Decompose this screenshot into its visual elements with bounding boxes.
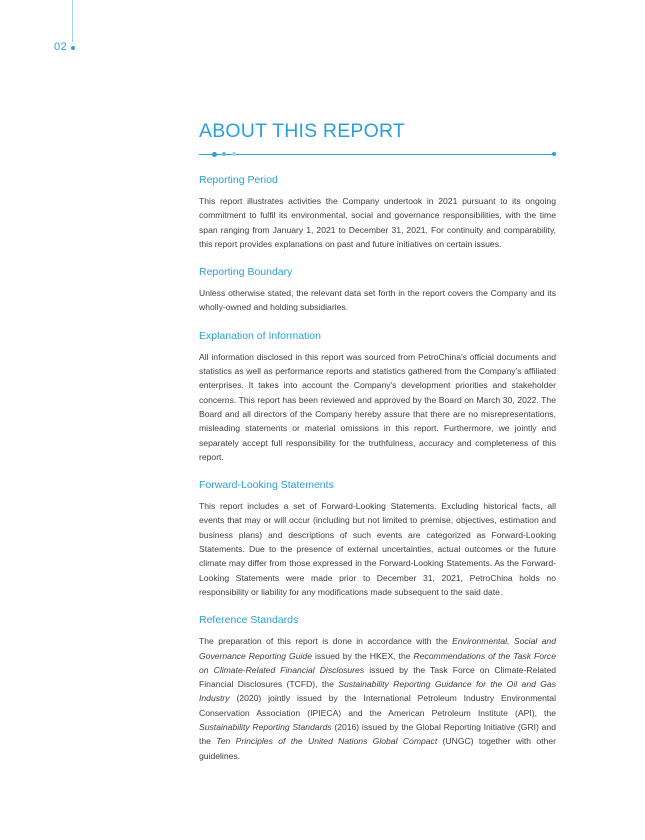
standard-title: Environmental, Social and Governance Reporting Guide bbox=[199, 636, 556, 661]
standard-title: Ten Principles of the United Nations Global Compact bbox=[216, 736, 438, 747]
page-edge-line bbox=[72, 0, 73, 42]
section-heading: Reporting Boundary bbox=[199, 266, 293, 279]
standard-title: Sustainability Reporting Standards bbox=[199, 722, 332, 733]
text-run: issued by the HKEX, the bbox=[311, 650, 414, 661]
text-run: (UNGC) together with other guidelines. bbox=[199, 736, 556, 761]
divider-dot bbox=[232, 152, 236, 156]
report-content bbox=[199, 120, 556, 777]
section-text: This report includes a set of Forward-Looking Statements. Excluding historical facts, all events that may or will occur (including but not limited to premise, objectives, estimation and business plans) and descriptions of such events are categorized as Forward-Looking Statements. Due to the presence of external uncertainties, actual outcomes or the future climate may differ from those expressed in the Forward-Looking Statements. As the Forward-Looking Statements were made prior to December 31, 2021, PetroChina holds no responsibility or liability for any modifications made subsequent to the said date. bbox=[199, 501, 556, 597]
divider-line bbox=[199, 154, 556, 155]
section-text: Unless otherwise stated, the relevant data set forth in the report covers the Company and its wholly-owned and holding subsidiaries. bbox=[199, 288, 556, 313]
text-run: issued by the Task Force on Climate-Related Financial Disclosures (TCFD), the bbox=[199, 664, 557, 690]
section-heading: Reporting Period bbox=[199, 174, 278, 186]
title-divider bbox=[199, 149, 556, 159]
divider-dot bbox=[222, 152, 226, 156]
section-reporting-period bbox=[199, 173, 556, 251]
section-explanation-of-information bbox=[199, 329, 556, 464]
page-number: 02 bbox=[54, 41, 68, 53]
section-text bbox=[199, 634, 556, 763]
section-heading: Forward-Looking Statements bbox=[199, 479, 334, 492]
page-title: ABOUT THIS REPORT bbox=[199, 120, 406, 142]
standard-title: Recommendations of the Task Force on Climate-Related Financial Disclosures bbox=[199, 650, 556, 675]
text-run: (2020) jointly issued by the International Petroleum Industry Environmental Conservation Association (IPIECA) and the American Petroleum Institute (API), the bbox=[199, 693, 556, 718]
section-heading: Reference Standards bbox=[199, 614, 299, 627]
divider-end-dot bbox=[552, 152, 556, 156]
section-text: This report illustrates activities the Company undertook in 2021 pursuant to its ongoing commitment to fulfil its environmental, social and governance responsibilities, with the time span ranging from January 1, 2021 to December 31, 2021. For continuity and comparability, this report provides explanations on past and future initiatives on certain issues. bbox=[199, 196, 556, 249]
text-run: (2016) issued by the Global Reporting Initiative (GRI) and the bbox=[199, 722, 556, 747]
section-reference-standards bbox=[199, 613, 556, 763]
section-forward-looking-statements bbox=[199, 478, 556, 599]
divider-dot bbox=[212, 152, 217, 157]
section-heading: Explanation of Information bbox=[199, 329, 321, 342]
text-run: The preparation of this report is done in accordance with the bbox=[199, 636, 453, 647]
section-reporting-boundary bbox=[199, 265, 556, 315]
page-number-dot bbox=[71, 46, 75, 50]
section-text: All information disclosed in this report was sourced from PetroChina's official documents and statistics as well as performance reports and statistics gathered from the Company's affiliated enterprises. It takes into account the Company's development priorities and stakeholder concerns. This report has been reviewed and approved by the Board on March 30, 2022. The Board and all directors of the Company hereby assure that there are no misrepresentations, misleading statements or material omissions in this report. Furthermore, we jointly and separately accept full responsibility for the truthfulness, accuracy and completeness of this report. bbox=[199, 351, 556, 462]
standard-title: Sustainability Reporting Guidance for the Oil and Gas Industry bbox=[199, 679, 556, 704]
